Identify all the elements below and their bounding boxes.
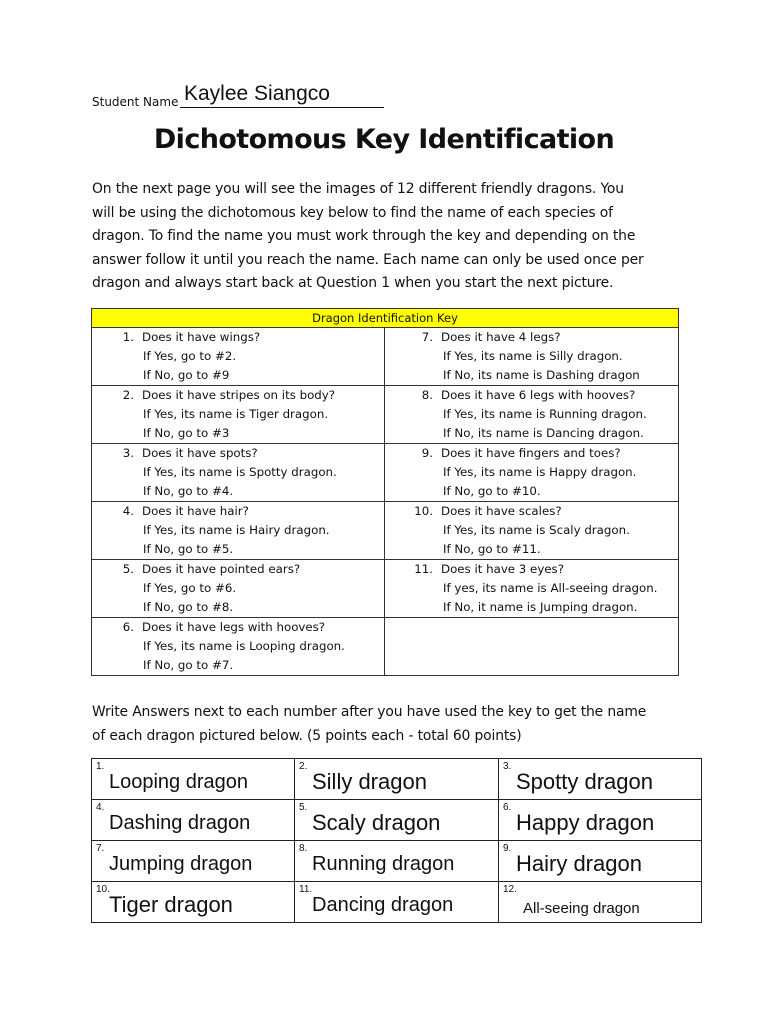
key-header: Dragon Identification Key (92, 309, 679, 328)
key-question (385, 386, 678, 405)
key-question-number: 7. (421, 330, 433, 344)
answer-field[interactable]: Looping dragon (109, 771, 249, 793)
key-question-text: Does it have fingers and toes? (441, 446, 621, 460)
key-answer-no: If No, it name is Jumping dragon. (443, 600, 638, 614)
key-answer-yes: If Yes, its name is Hairy dragon. (143, 523, 330, 537)
answer-field[interactable]: Hairy dragon (516, 851, 642, 876)
key-answer-no: If No, go to #3 (143, 426, 230, 440)
intro-line: answer follow it until you reach the name. Each name can only be used once per (92, 251, 644, 268)
answer-cell (92, 841, 295, 882)
intro-line: will be using the dichotomous key below to find the name of each species of (92, 204, 613, 221)
key-row (92, 444, 679, 502)
answer-row (92, 759, 702, 800)
answer-number: 8. (299, 843, 308, 854)
key-answer-yes: If yes, its name is All-seeing dragon. (443, 581, 658, 595)
key-cell (385, 444, 679, 502)
answer-field[interactable]: Jumping dragon (109, 853, 253, 875)
student-name-field[interactable]: Kaylee Siangco (184, 82, 330, 105)
key-question-text: Does it have stripes on its body? (142, 388, 336, 402)
answer-number: 5. (299, 802, 308, 813)
student-name-underline (180, 107, 384, 108)
key-answer-yes: If Yes, go to #2. (143, 349, 237, 363)
answer-number: 1. (96, 761, 105, 772)
answer-field[interactable]: Happy dragon (516, 810, 655, 835)
key-question-text: Does it have 3 eyes? (441, 562, 564, 576)
answer-field[interactable]: All-seeing dragon (523, 900, 640, 917)
key-cell (385, 328, 679, 386)
answer-cell (295, 759, 499, 800)
key-answer-yes: If Yes, its name is Silly dragon. (443, 349, 623, 363)
key-cell (385, 386, 679, 444)
key-question-number: 10. (414, 504, 433, 518)
key-row (92, 502, 679, 560)
answer-cell (92, 800, 295, 841)
key-question-text: Does it have legs with hooves? (142, 620, 326, 634)
key-question-text: Does it have 6 legs with hooves? (441, 388, 636, 402)
key-question-number: 3. (122, 446, 134, 460)
key-answer-yes: If Yes, its name is Scaly dragon. (443, 523, 630, 537)
key-row (92, 560, 679, 618)
answer-number: 12. (503, 884, 517, 895)
key-answer-yes: If Yes, its name is Tiger dragon. (143, 407, 329, 421)
answer-field[interactable]: Running dragon (312, 853, 455, 875)
key-question (385, 502, 678, 521)
answer-cell (295, 800, 499, 841)
answer-row (92, 841, 702, 882)
key-question (385, 560, 678, 579)
key-question-number: 4. (122, 504, 134, 518)
intro-line: dragon and always start back at Question 1 when you start the next picture. (92, 275, 614, 292)
key-question-text: Does it have pointed ears? (142, 562, 301, 576)
key-answer-yes: If Yes, its name is Looping dragon. (143, 639, 345, 653)
key-question-text: Does it have 4 legs? (441, 330, 561, 344)
key-question-text: Does it have hair? (142, 504, 249, 518)
key-question-number: 11. (414, 562, 433, 576)
answer-cell (499, 841, 702, 882)
answers-instructions (92, 700, 682, 748)
key-question-number: 9. (421, 446, 433, 460)
answer-number: 7. (96, 843, 105, 854)
key-question (92, 502, 384, 521)
key-cell (385, 502, 679, 560)
answer-number: 4. (96, 802, 105, 813)
answer-field[interactable]: Spotty dragon (516, 769, 653, 794)
answer-field[interactable]: Scaly dragon (312, 810, 441, 835)
key-question (92, 444, 384, 463)
key-answer-no: If No, go to #9 (143, 368, 230, 382)
key-cell (92, 386, 385, 444)
key-question-number: 6. (122, 620, 134, 634)
answer-cell (92, 759, 295, 800)
answer-field[interactable]: Silly dragon (312, 769, 427, 794)
key-answer-no: If No, go to #5. (143, 542, 234, 556)
key-answer-yes: If Yes, go to #6. (143, 581, 237, 595)
answer-number: 10. (96, 884, 110, 895)
key-row (92, 618, 679, 676)
answer-field[interactable]: Dancing dragon (312, 894, 454, 916)
key-cell (92, 502, 385, 560)
student-name-row (92, 78, 392, 112)
intro-line: dragon. To find the name you must work through the key and depending on the (92, 228, 636, 245)
answer-cell (92, 882, 295, 923)
key-question (92, 560, 384, 579)
key-question-number: 5. (122, 562, 134, 576)
answer-cell (499, 800, 702, 841)
key-question-number: 8. (421, 388, 433, 402)
key-cell (385, 618, 679, 676)
answers-instructions-line: Write Answers next to each number after you have used the key to get the name (92, 704, 647, 720)
key-question (92, 618, 384, 637)
answers-table (91, 758, 702, 923)
page-title: Dichotomous Key Identification (153, 124, 615, 155)
answers-instructions-line: of each dragon pictured below. (5 points each - total 60 points) (92, 728, 522, 744)
key-row (92, 328, 679, 386)
answer-number: 11. (299, 884, 313, 895)
key-question-text: Does it have wings? (142, 330, 261, 344)
intro-paragraph (92, 178, 682, 296)
key-answer-yes: If Yes, its name is Running dragon. (443, 407, 647, 421)
answer-number: 3. (503, 761, 512, 772)
answer-number: 6. (503, 802, 512, 813)
key-answer-no: If No, go to #4. (143, 484, 234, 498)
key-answer-no: If No, go to #10. (443, 484, 541, 498)
key-cell (92, 560, 385, 618)
key-answer-no: If No, go to #11. (443, 542, 541, 556)
answer-cell (499, 882, 702, 923)
key-question (385, 328, 678, 347)
answer-field[interactable]: Dashing dragon (109, 812, 251, 834)
key-answer-no: If No, go to #7. (143, 658, 234, 672)
key-cell (92, 618, 385, 676)
answer-cell (295, 882, 499, 923)
key-question (385, 444, 678, 463)
key-question-text: Does it have spots? (142, 446, 258, 460)
key-answer-yes: If Yes, its name is Spotty dragon. (143, 465, 337, 479)
key-answer-yes: If Yes, its name is Happy dragon. (443, 465, 637, 479)
student-name-label: Student Name (92, 95, 179, 109)
answer-field[interactable]: Tiger dragon (109, 892, 233, 917)
key-answer-no: If No, its name is Dashing dragon (443, 368, 640, 382)
answer-cell (295, 841, 499, 882)
key-question-number: 1. (122, 330, 134, 344)
intro-line: On the next page you will see the images of 12 different friendly dragons. You (92, 181, 624, 197)
answer-row (92, 800, 702, 841)
answer-cell (499, 759, 702, 800)
key-question (92, 328, 384, 347)
key-cell (385, 560, 679, 618)
key-question-text: Does it have scales? (441, 504, 562, 518)
key-cell (92, 328, 385, 386)
key-question-number: 2. (122, 388, 134, 402)
answer-number: 9. (503, 843, 512, 854)
answer-number: 2. (299, 761, 308, 772)
key-row (92, 386, 679, 444)
key-question (92, 386, 384, 405)
key-answer-no: If No, go to #8. (143, 600, 234, 614)
key-answer-no: If No, its name is Dancing dragon. (443, 426, 644, 440)
answer-row (92, 882, 702, 923)
key-cell (92, 444, 385, 502)
dragon-key-table (91, 308, 679, 676)
